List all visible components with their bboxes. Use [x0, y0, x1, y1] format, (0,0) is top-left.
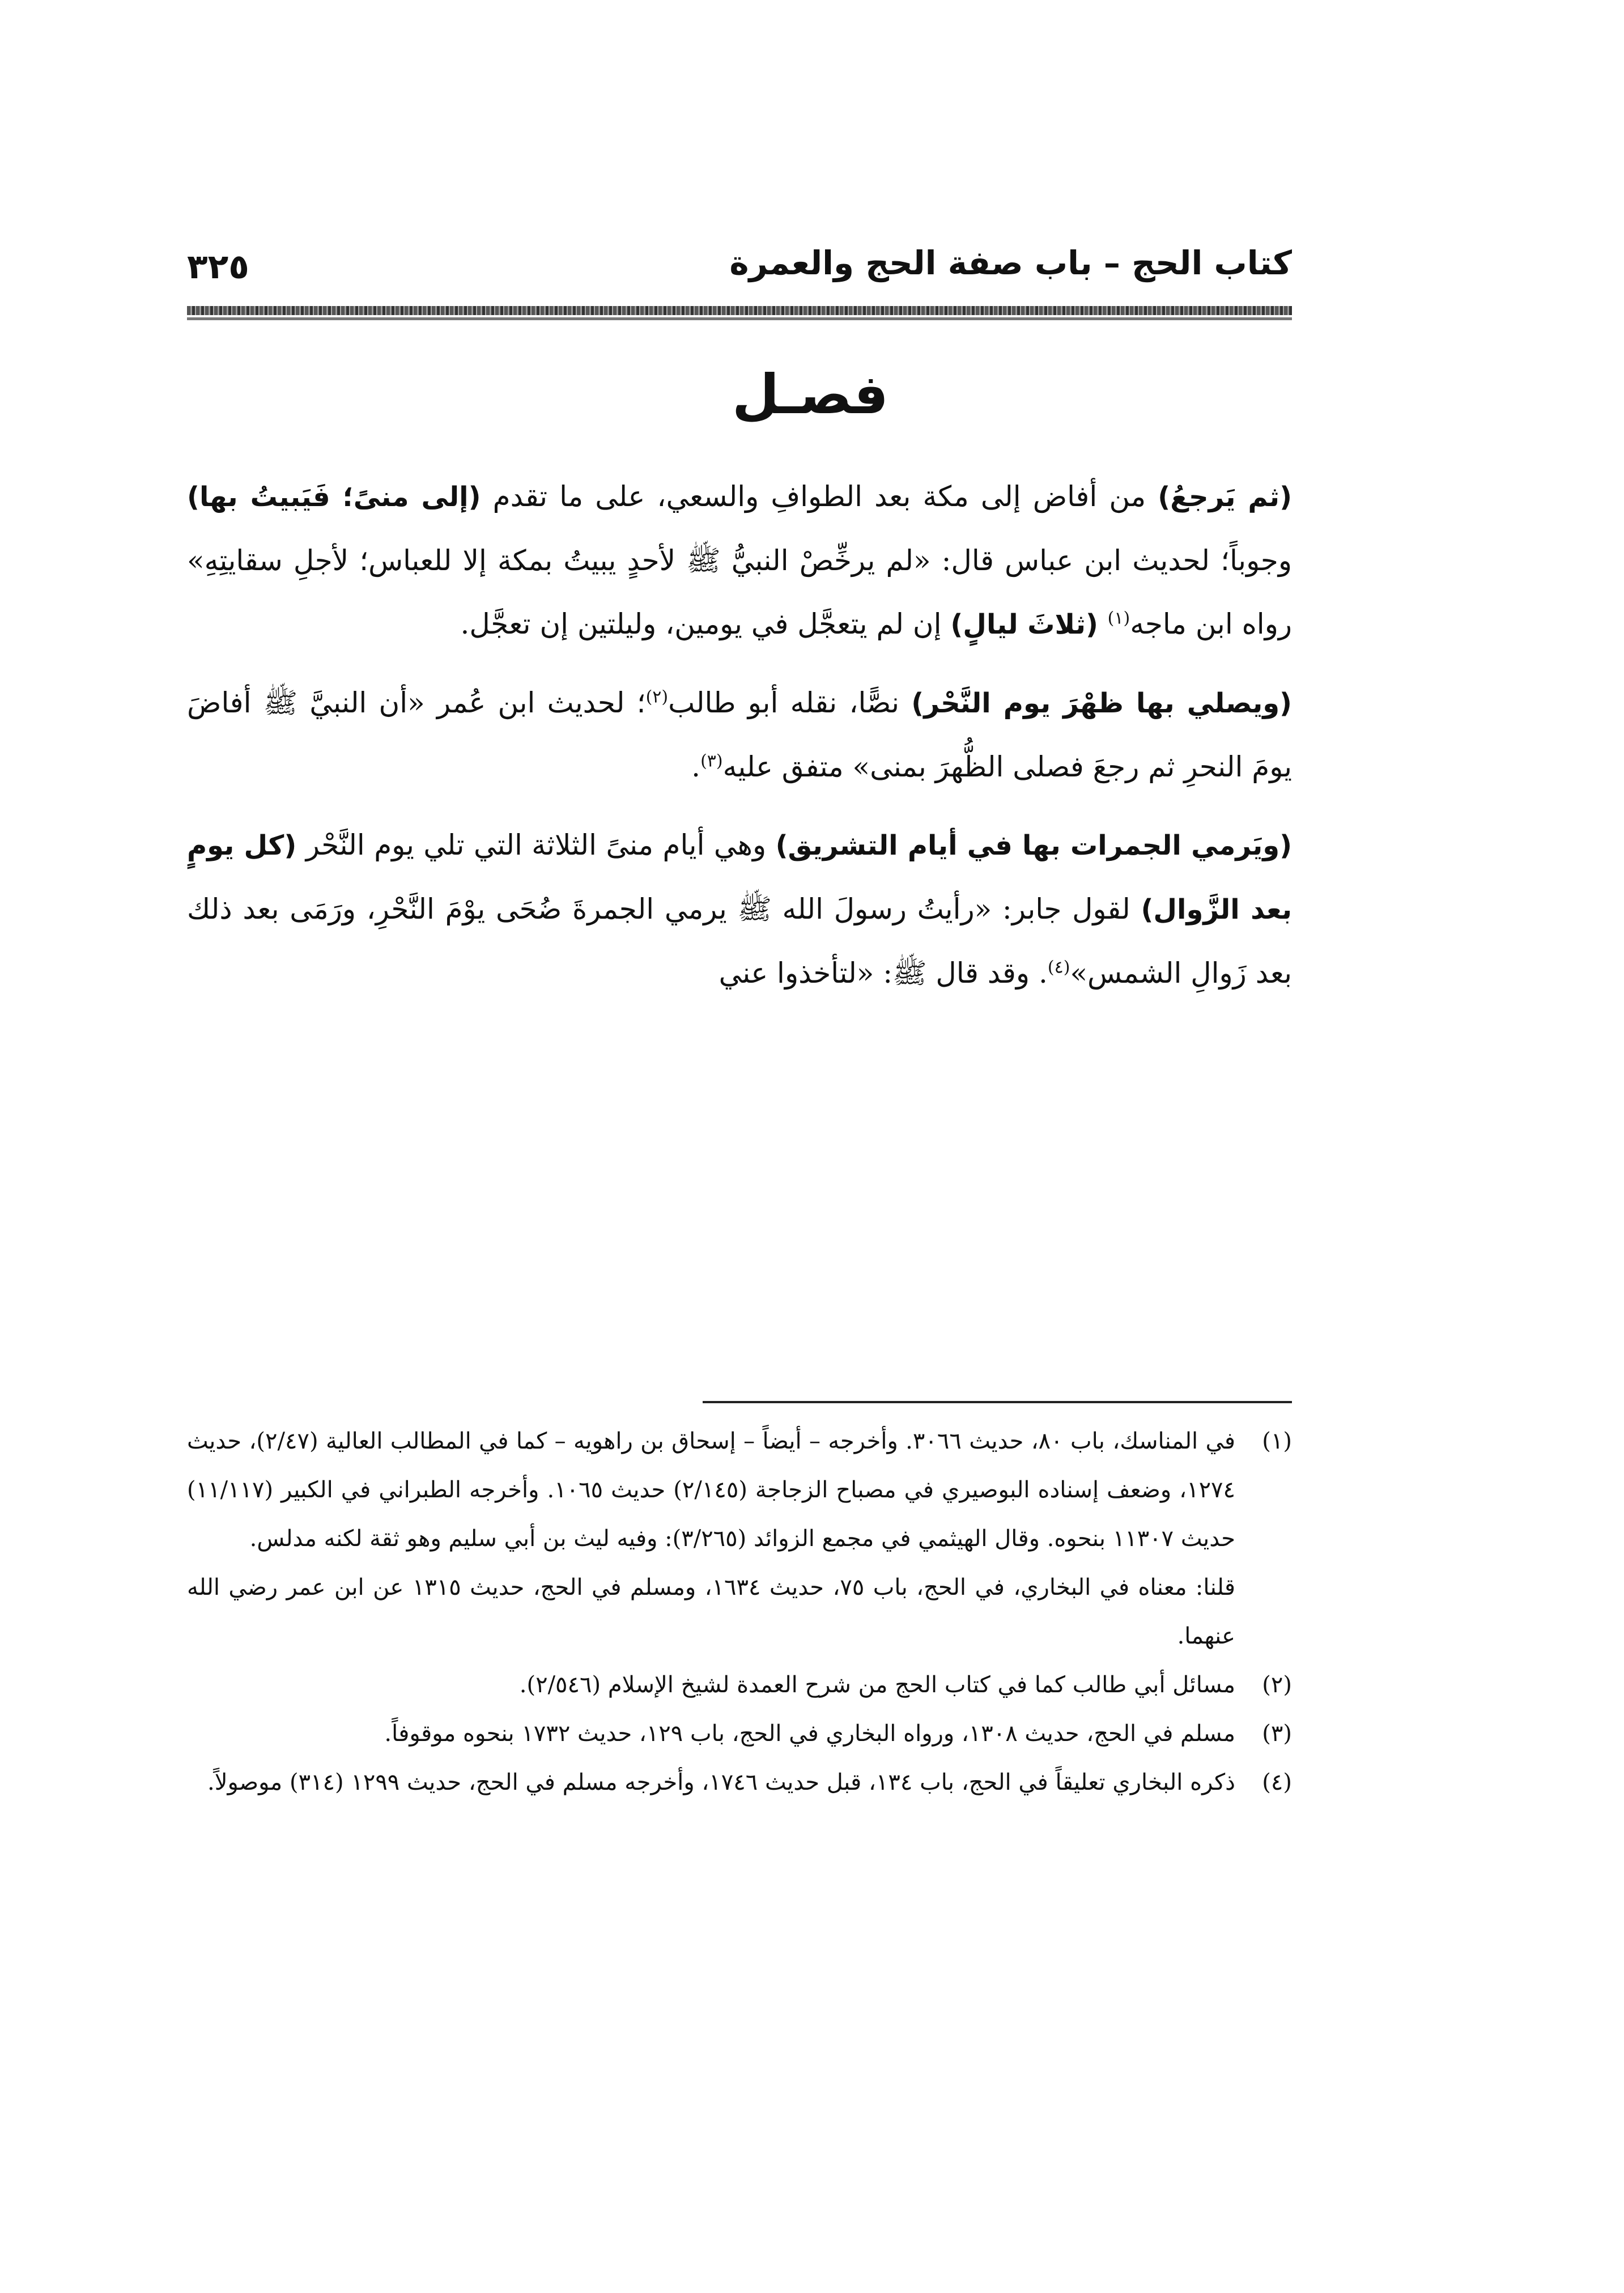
- footnote-text: مسائل أبي طالب كما في كتاب الحج من شرح العمدة لشيخ الإسلام (٢/٥٤٦).: [519, 1672, 1235, 1698]
- running-header: [187, 244, 1292, 306]
- text-run: من أفاض إلى مكة بعد الطوافِ والسعي، على ما تقدم: [481, 480, 1158, 513]
- text-run: وهي أيام منىً الثلاثة التي تلي يوم النَّحْر: [296, 829, 776, 861]
- bold-term: (ويصلي بها ظهْرَ يوم النَّحْر): [911, 687, 1292, 719]
- footnote-1-continuation: قلنا: معناه في البخاري، في الحج، باب ٧٥، حديث ١٦٣٤، ومسلم في الحج، حديث ١٣١٥ عن ابن عمر رضي الله عنهما.: [187, 1574, 1236, 1649]
- footnote-text: ذكره البخاري تعليقاً في الحج، باب ١٣٤، قبل حديث ١٧٤٦، وأخرجه مسلم في الحج، حديث ١٢٩٩ (٣١٤) موصولاً.: [207, 1769, 1235, 1795]
- page-number: ٣٢٥: [187, 247, 249, 287]
- section-title: فصـل: [732, 363, 888, 426]
- footnote-number: (١): [1262, 1428, 1292, 1454]
- bold-term: (ثم يَرجعُ): [1158, 481, 1293, 513]
- header-rule: [187, 306, 1292, 315]
- footnote-text: في المناسك، باب ٨٠، حديث ٣٠٦٦. وأخرجه – أيضاً – إسحاق بن راهويه – كما في المطالب العالية (٢/٤٧)، حديث ١٢٧٤، وضعف إسناده البوصيري في مصباح الزجاجة (٢/١٤٥) حديث ١٠٦٥. وأخرجه الطبراني في الكبير (١١/١١٧) حديث ١١٣٠٧ بنحوه. وقال الهيثمي في مجمع الزوائد (٣/٢٦٥): وفيه ليث بن أبي سليم وهو ثقة لكنه مدلس.: [187, 1428, 1236, 1552]
- header-title: كتاب الحج – باب صفة الحج والعمرة: [729, 244, 1292, 282]
- footnote-number: (٣): [1262, 1721, 1292, 1747]
- footnote-ref: (١): [1107, 608, 1130, 629]
- footnote-ref: (٣): [700, 751, 723, 771]
- text-run: ؛ لحديث ابن عُمر «أن النبيَّ ﷺ أفاضَ يومَ النحرِ ثم رجعَ فصلى الظُّهرَ بمنى» متفق عليه: [187, 686, 1292, 783]
- main-text: [187, 465, 1292, 1020]
- footnote-number: (٤): [1262, 1769, 1292, 1795]
- paragraph-3: [187, 813, 1292, 1005]
- footnotes: [187, 1417, 1292, 1807]
- text-run: لقول جابر: «رأيتُ رسولَ الله ﷺ يرمي الجمرةَ ضُحَى يوْمَ النَّحْرِ، ورَمَى بعد ذلك بعد زَوالِ الشمس»: [187, 893, 1292, 990]
- paragraph-1: [187, 465, 1292, 656]
- footnote-2: [187, 1661, 1292, 1709]
- header-rule-thin: [187, 317, 1292, 320]
- text-run: . وقد قال ﷺ: «لتأخذوا عني: [719, 957, 1048, 990]
- text-run: إن لم يتعجَّل في يومين، وليلتين إن تعجَّل.: [460, 608, 951, 640]
- bold-term: (كل يومٍ بعد الزَّوال): [187, 830, 1293, 925]
- text-run: .: [691, 750, 701, 783]
- bold-term: (ثلاثَ ليالٍ): [950, 609, 1108, 640]
- footnote-text: مسلم في الحج، حديث ١٣٠٨، ورواه البخاري في الحج، باب ١٢٩، حديث ١٧٣٢ بنحوه موقوفاً.: [384, 1721, 1235, 1747]
- bold-term: (إلى منىً؛ فَيَبيتُ بها): [187, 481, 481, 513]
- text-run: وجوباً؛ لحديث ابن عباس قال: «لم يرخِّصْ النبيُّ ﷺ لأحدٍ يبيتُ بمكة إلا للعباس؛ لأجلِ سقايتِهِ» رواه ابن ماجه: [187, 544, 1292, 640]
- bold-term: (ويَرمي الجمرات بها في أيام التشريق): [775, 830, 1293, 861]
- paragraph-2: [187, 671, 1292, 799]
- footnote-number: (٢): [1262, 1672, 1292, 1698]
- footnote-ref: (٢): [645, 687, 669, 707]
- footnote-ref: (٤): [1047, 957, 1070, 978]
- text-run: نصًّا، نقله أبو طالب: [668, 686, 912, 719]
- footnote-1: [187, 1417, 1292, 1563]
- footnote-separator: [703, 1401, 1292, 1403]
- footnote-3: [187, 1709, 1292, 1758]
- footnote-4: [187, 1758, 1292, 1807]
